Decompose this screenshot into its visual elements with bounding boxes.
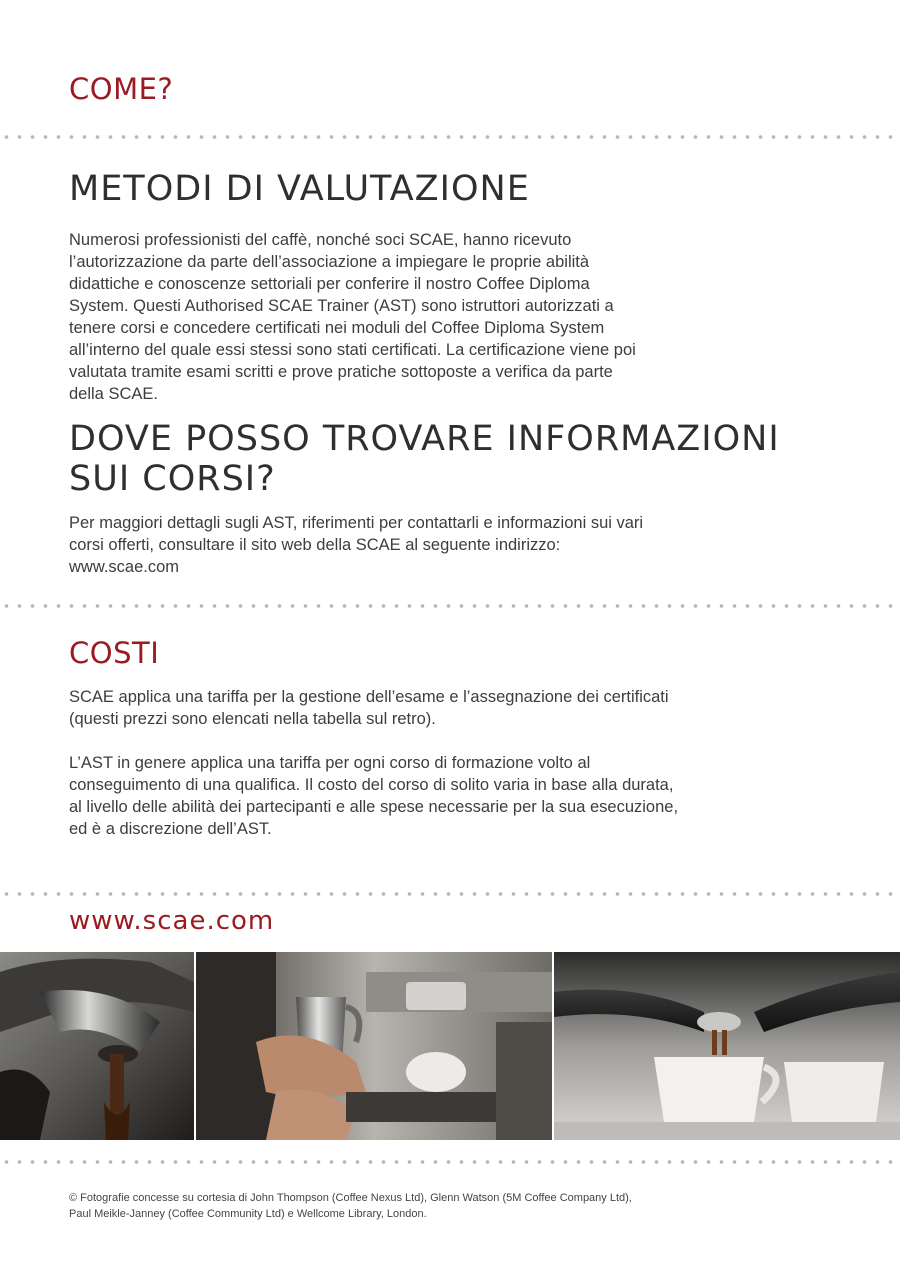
text-line: conseguimento di una qualifica. Il costo del corso di solito varia in base alla durata,	[69, 776, 674, 794]
espresso-pour-image	[0, 952, 194, 1140]
text-line: L’AST in genere applica una tariffa per ogni corso di formazione volto al	[69, 754, 591, 772]
barista-image	[196, 952, 552, 1140]
dove-paragraph	[69, 512, 869, 578]
credits-line: Paul Meikle-Janney (Coffee Community Ltd) e Wellcome Library, London.	[69, 1208, 427, 1220]
dove-title-line: DOVE POSSO TROVARE INFORMAZIONI	[69, 419, 780, 459]
text-line: ed è a discrezione dell’AST.	[69, 820, 272, 838]
section-title-costi: COSTI	[69, 636, 160, 670]
section-title-dove	[69, 420, 780, 500]
text-line: l’autorizzazione da parte dell’associazione a impiegare le proprie abilità	[69, 253, 590, 271]
text-line: SCAE applica una tariffa per la gestione dell’esame e l’assegnazione dei certificati	[69, 688, 669, 706]
text-line: all’interno del quale essi stessi sono stati certificati. La certificazione viene poi	[69, 341, 636, 359]
text-line: didattiche e conoscenze settoriali per conferire il nostro Coffee Diploma	[69, 275, 590, 293]
espresso-pour-photo	[0, 952, 194, 1140]
text-line: valutata tramite esami scritti e prove pratiche sottoposte a verifica da parte	[69, 363, 613, 381]
dotted-divider	[0, 892, 900, 896]
credits-line: © Fotografie concesse su cortesia di John Thompson (Coffee Nexus Ltd), Glenn Watson (5M Coffee Company Ltd),	[69, 1192, 632, 1204]
text-line: tenere corsi e concedere certificati nei moduli del Coffee Diploma System	[69, 319, 605, 337]
text-line: corsi offerti, consultare il sito web della SCAE al seguente indirizzo:	[69, 536, 561, 554]
text-line: al livello delle abilità dei partecipanti e alle spese necessarie per la sua esecuzione,	[69, 798, 679, 816]
section-title-metodi: METODI DI VALUTAZIONE	[69, 169, 530, 209]
photo-strip	[0, 952, 900, 1140]
text-line: System. Questi Authorised SCAE Trainer (AST) sono istruttori autorizzati a	[69, 297, 614, 315]
costi-paragraph-1	[69, 686, 869, 730]
section-title-come: COME?	[69, 72, 174, 106]
text-line: (questi prezzi sono elencati nella tabella sul retro).	[69, 710, 436, 728]
espresso-cups-photo	[554, 952, 900, 1140]
website-url[interactable]: www.scae.com	[69, 906, 275, 936]
text-line: della SCAE.	[69, 385, 158, 403]
dotted-divider	[0, 604, 900, 608]
dotted-divider	[0, 1160, 900, 1164]
photo-credits	[69, 1190, 869, 1222]
text-line: Per maggiori dettagli sugli AST, riferimenti per contattarli e informazioni sui vari	[69, 514, 644, 532]
dove-title-line: SUI CORSI?	[69, 458, 276, 499]
barista-milk-jug-photo	[196, 952, 552, 1140]
espresso-cups-image	[554, 952, 900, 1140]
costi-paragraph-2	[69, 752, 869, 840]
dotted-divider	[0, 135, 900, 139]
text-line: Numerosi professionisti del caffè, nonché soci SCAE, hanno ricevuto	[69, 231, 572, 249]
metodi-paragraph	[69, 229, 869, 405]
website-link[interactable]: www.scae.com	[69, 558, 180, 576]
